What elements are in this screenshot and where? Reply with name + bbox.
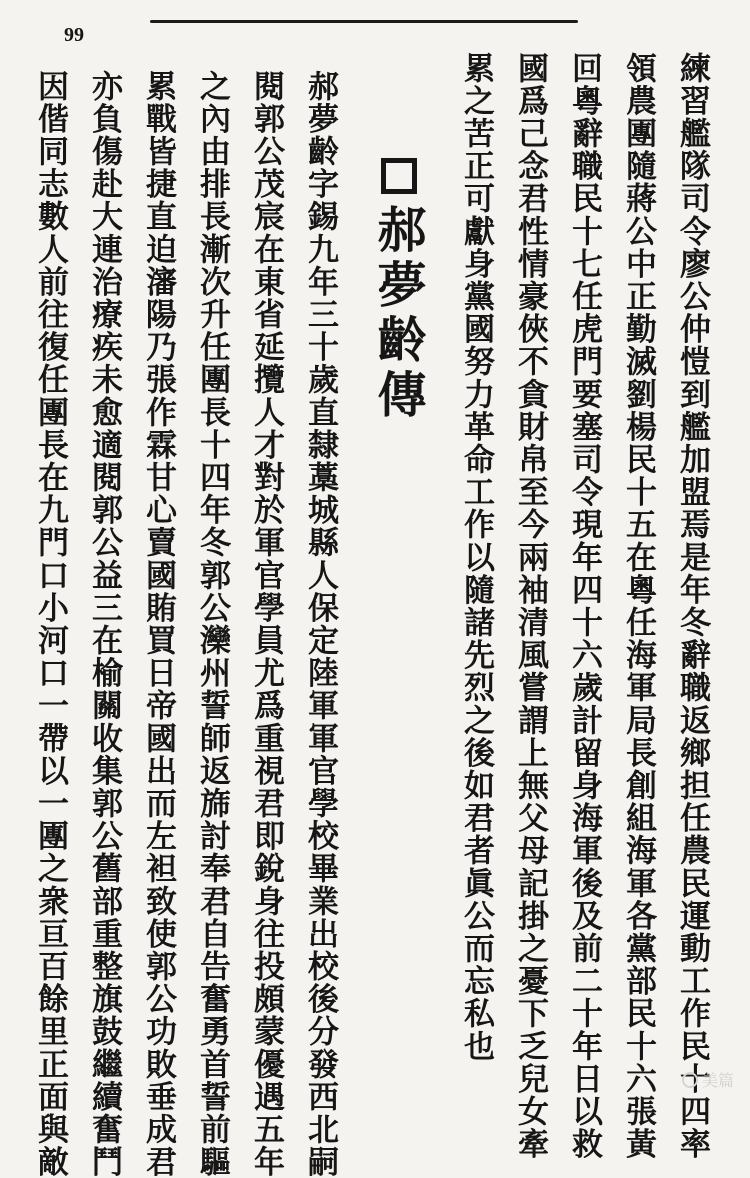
watermark-logo-icon	[682, 1072, 698, 1088]
text-column-5: 累之苦正可獻身黨國努力革命工作以隨諸先烈之後如君者眞公而忘私也	[458, 52, 494, 1063]
text-column-7: 閱郭公茂宸在東省延攬人才對於軍官學員尤爲重視君即銳身往投頗蒙優遇五年	[248, 70, 284, 1178]
section-title	[372, 158, 426, 424]
text-column-9: 累戰皆捷直迫瀋陽乃張作霖甘心賣國賄買日帝國出而左袒致使郭公功敗垂成君	[140, 70, 176, 1178]
header-rule	[150, 20, 578, 23]
watermark	[682, 1068, 734, 1091]
watermark-text: 美篇	[701, 1071, 734, 1090]
text-column-1: 練習艦隊司令廖公仲愷到艦加盟焉是年冬辭職返鄉担任農民運動工作民十四率	[674, 52, 710, 1161]
text-column-8: 之內由排長漸次升任團長十四年冬郭公灤州誓師返旆討奉君自告奮勇首誓前驅	[194, 70, 230, 1178]
text-column-3: 回粵辭職民十七任虎門要塞司令現年四十六歲計留身海軍後及前二十年日以救	[566, 52, 602, 1161]
text-column-2: 領農團隨蔣公中正勤滅劉楊民十五在粵任海軍局長創組海軍各黨部民十六張黃	[620, 52, 656, 1161]
text-column-10: 亦負傷赴大連治療疾未愈適閱郭公益三在榆關收集郭公舊部重整旗鼓繼續奮鬥	[86, 70, 122, 1178]
text-column-11: 因偕同志數人前往復任團長在九門口小河口一帶以一團之衆亘百餘里正面與敵	[32, 70, 68, 1178]
text-column-4: 國爲己念君性情豪俠不貪財帛至今兩袖清風嘗謂上無父母記掛之憂下乏兒女牽	[512, 52, 548, 1161]
section-title-text: 郝夢齡傳	[370, 204, 428, 424]
page-number: 99	[64, 24, 84, 46]
title-box-icon	[381, 158, 417, 194]
text-column-6: 郝夢齡字錫九年三十歲直隸藁城縣人保定陸軍軍官學校畢業出校後分發西北嗣	[302, 70, 338, 1178]
